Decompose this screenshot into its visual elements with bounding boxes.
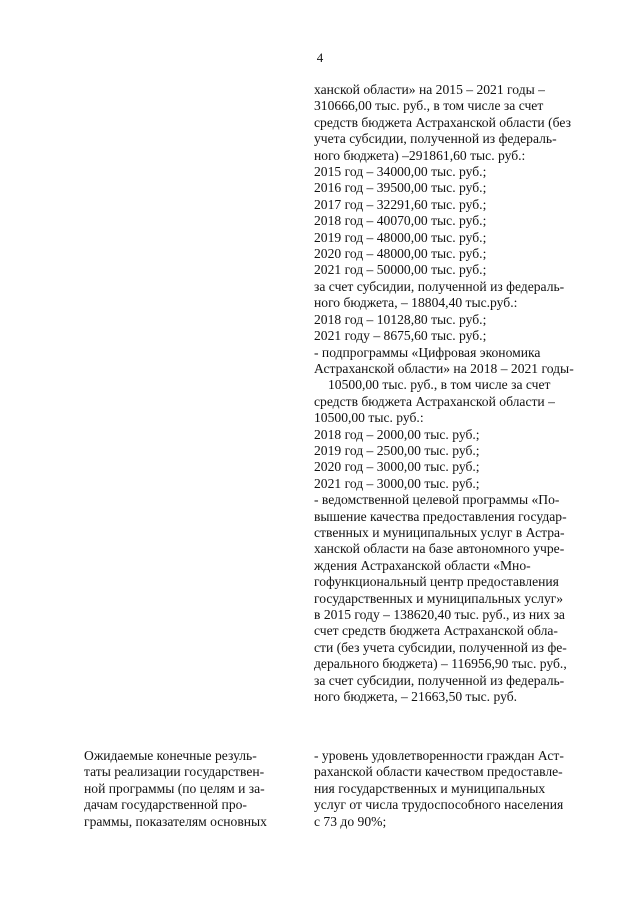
text-line: средств бюджета Астраханской области (без (314, 114, 571, 130)
text-line: - подпрограммы «Цифровая экономика (314, 344, 541, 360)
text-line: 2018 год – 2000,00 тыс. руб.; (314, 426, 480, 442)
expected-results-value (314, 748, 614, 830)
text-line: ного бюджета, – 18804,40 тыс.руб.: (314, 295, 518, 311)
text-line: 2021 год – 3000,00 тыс. руб.; (314, 475, 480, 491)
text-line: ханской области» на 2015 – 2021 годы – (314, 82, 545, 97)
text-line: 2021 году – 8675,60 тыс. руб.; (314, 328, 487, 344)
text-line: с 73 до 90%; (314, 813, 387, 829)
text-line: за счет субсидии, полученной из федераль- (314, 672, 565, 688)
text-line: ственных и муниципальных услуг в Астра- (314, 524, 565, 540)
text-line: услуг от числа трудоспособного населения (314, 797, 564, 813)
text-line: средств бюджета Астраханской области – (314, 393, 555, 409)
text-line: 10500,00 тыс. руб.: (314, 410, 424, 426)
page-number: 4 (316, 50, 324, 65)
text-line: 310666,00 тыс. руб., в том числе за счет (314, 98, 544, 114)
text-line: 2015 год – 34000,00 тыс. руб.; (314, 164, 487, 180)
text-line: в 2015 году – 138620,40 тыс. руб., из них за (314, 607, 565, 622)
text-line: ханской области на базе автономного учре- (314, 541, 565, 557)
text-line: Астраханской области» на 2018 – 2021 годы- (314, 360, 574, 376)
text-line: счет средств бюджета Астраханской обла- (314, 623, 558, 639)
text-line: - ведомственной целевой программы «По- (314, 492, 560, 508)
text-line: сти (без учета субсидии, полученной из фе- (314, 639, 567, 655)
text-line: 2019 год – 2500,00 тыс. руб.; (314, 442, 480, 458)
text-line: 2020 год – 3000,00 тыс. руб.; (314, 459, 480, 475)
text-line: 2016 год – 39500,00 тыс. руб.; (314, 180, 487, 196)
text-line: дачам государственной про- (84, 797, 247, 813)
text-line: 2020 год – 48000,00 тыс. руб.; (314, 246, 487, 262)
text-line: раханской области качеством предоставле- (314, 764, 563, 780)
text-line: ного бюджета) –291861,60 тыс. руб.: (314, 147, 526, 163)
text-line: дерального бюджета) – 116956,90 тыс. руб., (314, 656, 567, 672)
text-line: гофункциональный центр предоставления (314, 574, 559, 590)
text-line: Ожидаемые конечные резуль- (84, 748, 257, 763)
text-line: - уровень удовлетворенности граждан Аст- (314, 748, 564, 763)
text-line: государственных и муниципальных услуг» (314, 590, 564, 606)
text-line: 10500,00 тыс. руб., в том числе за счет (328, 377, 551, 393)
expected-results-label (84, 748, 304, 830)
program-funding-text (314, 82, 614, 705)
text-line: за счет субсидии, полученной из федераль- (314, 278, 565, 294)
text-line: 2018 год – 40070,00 тыс. руб.; (314, 213, 487, 229)
text-line: ного бюджета, – 21663,50 тыс. руб. (314, 689, 518, 705)
text-line: ной программы (по целям и за- (84, 780, 265, 796)
text-line: 2019 год – 48000,00 тыс. руб.; (314, 229, 487, 245)
text-line: 2017 год – 32291,60 тыс. руб.; (314, 196, 487, 212)
text-line: учета субсидии, полученной из федераль- (314, 131, 557, 147)
text-line: 2018 год – 10128,80 тыс. руб.; (314, 311, 487, 327)
text-line: ния государственных и муниципальных (314, 780, 546, 796)
text-line: ждения Астраханской области «Мно- (314, 557, 531, 573)
text-line: таты реализации государствен- (84, 764, 265, 780)
text-line: вышение качества предоставления государ- (314, 508, 567, 524)
text-line: 2021 год – 50000,00 тыс. руб.; (314, 262, 487, 278)
text-line: граммы, показателям основных (84, 813, 267, 829)
